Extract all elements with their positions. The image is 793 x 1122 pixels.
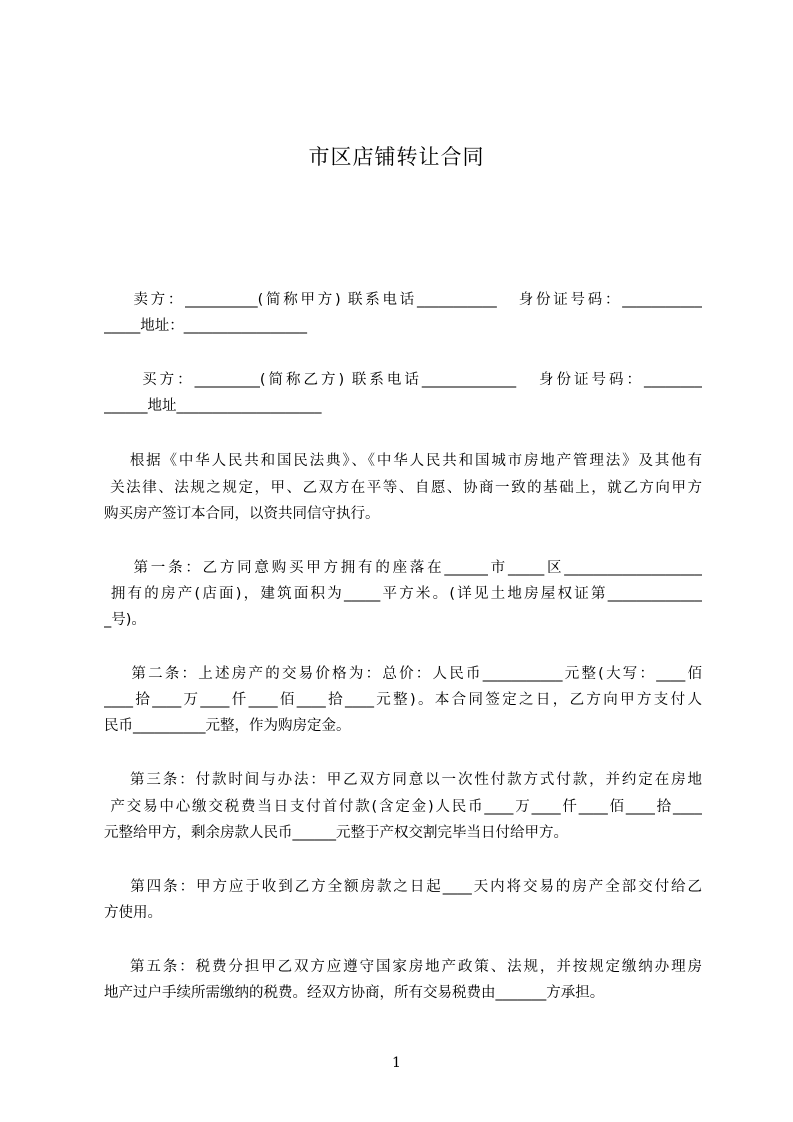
article5-line-2: 地产过户手续所需缴纳的税费。经双方协商，所有交易税费由_______方承担。	[104, 985, 605, 1001]
article2-line-3: 民币__________元整，作为购房定金。	[104, 718, 351, 734]
article3-line-1: 第三条：付款时间与办法：甲乙双方同意以一次性付款方式付款，并约定在房地	[104, 772, 702, 788]
article5-line-1: 第五条：税费分担甲乙双方应遵守国家房地产政策、法规，并按规定缴纳办理房	[104, 959, 702, 975]
seller-line-1: 卖方：__________(简称甲方) 联系电话___________ 身份证号码：___________	[104, 292, 702, 308]
article3-line-3: 元整给甲方，剩余房款人民币______元整于产权交割完毕当日付给甲方。	[104, 825, 568, 841]
article1-line-3: _号)。	[104, 612, 146, 628]
preamble-line-2: 关法律、法规之规定，甲、乙双方在平等、自愿、协商一致的基础上，就乙方向甲方	[104, 480, 702, 496]
article1-line-1: 第一条：乙方同意购买甲方拥有的座落在______市_____区___________________	[104, 560, 702, 576]
preamble-line-1: 根据《中华人民共和国民法典》、《中华人民共和国城市房地产管理法》及其他有	[104, 453, 702, 469]
buyer-line-2: ______地址____________________	[104, 398, 322, 414]
article1-line-2: 拥有的房产(店面)，建筑面积为_____平方米。(详见土地房屋权证第_____________	[104, 586, 702, 602]
seller-line-2: _____地址：_________________	[104, 318, 307, 334]
article3-line-2: 产交易中心缴交税费当日支付首付款(含定金)人民币____万____仟____佰____拾____	[104, 799, 702, 815]
article4-line-1: 第四条：甲方应于收到乙方全额房款之日起____天内将交易的房产全部交付给乙	[104, 879, 702, 895]
page-number: 1	[392, 1055, 401, 1071]
article4-line-2: 方使用。	[104, 905, 162, 921]
article2-line-1: 第二条：上述房产的交易价格为：总价：人民币___________元整(大写：____佰	[104, 666, 702, 682]
buyer-line-1: 买方：_________(简称乙方) 联系电话_____________ 身份证号码：________	[104, 372, 702, 388]
document-title: 市区店铺转让合同	[308, 145, 485, 169]
preamble-line-3: 购买房产签订本合同，以资共同信守执行。	[104, 506, 380, 522]
article2-line-2: ____拾____万____仟____佰____拾____元整)。本合同签定之日，乙方向甲方支付人	[104, 692, 702, 708]
